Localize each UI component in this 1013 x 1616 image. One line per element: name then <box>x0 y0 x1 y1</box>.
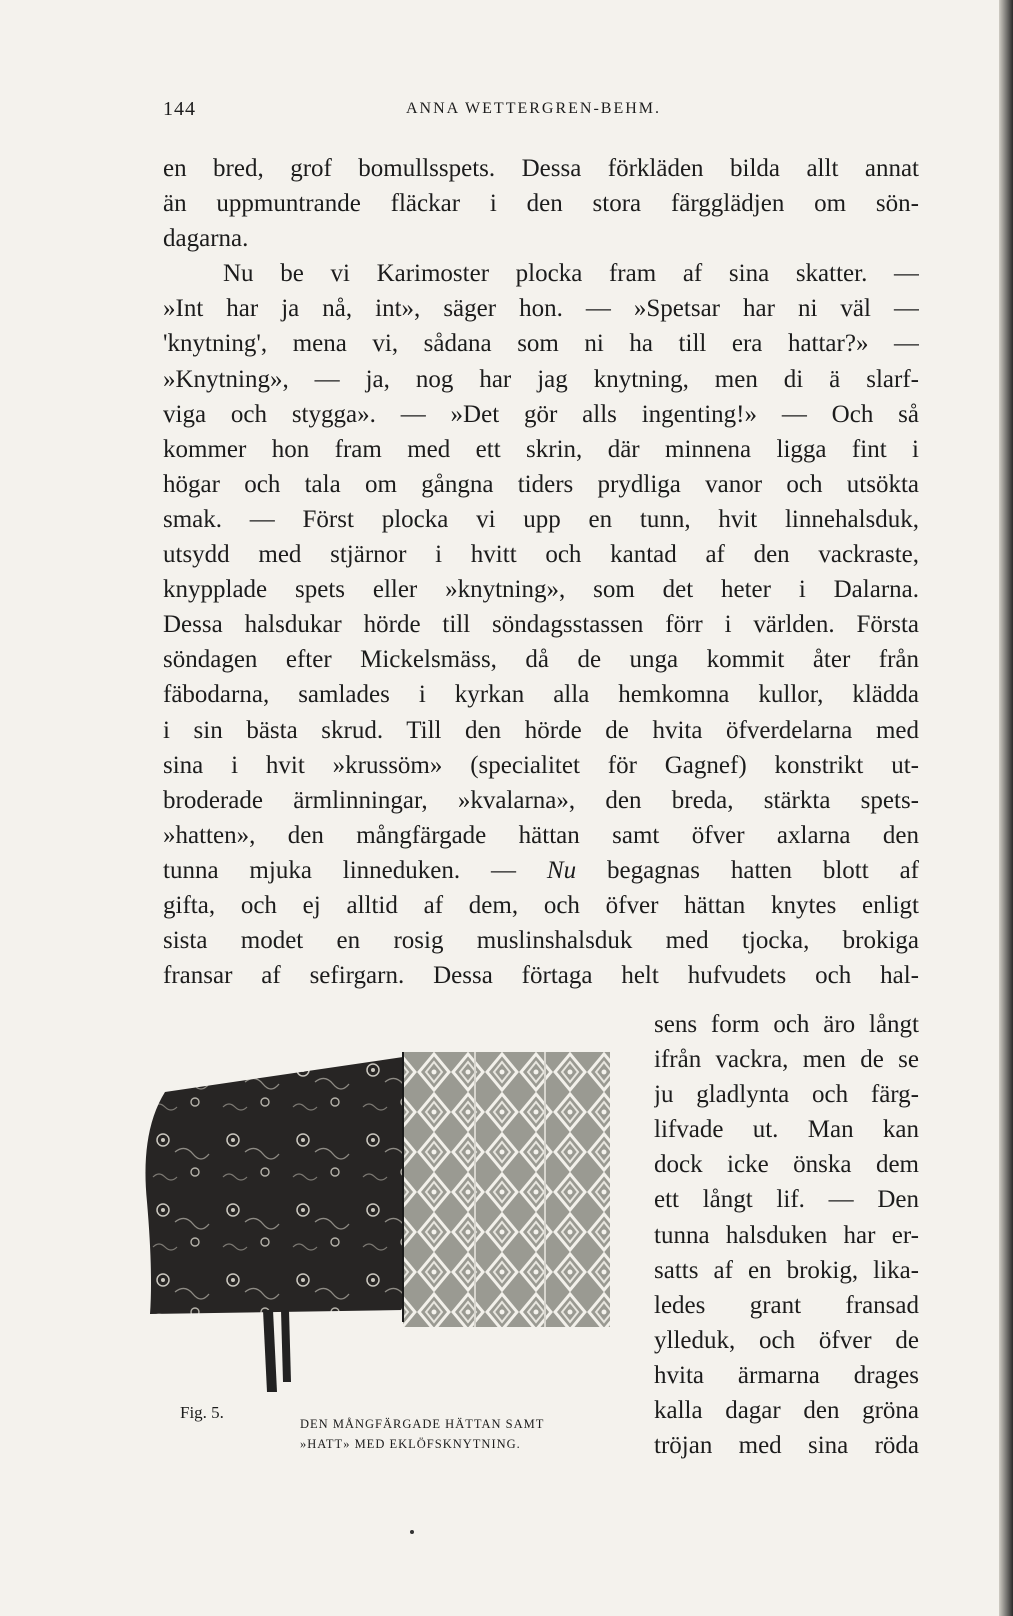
text-line: sista modet en rosig muslinshalsduk med tjocka, brokiga <box>163 927 919 955</box>
text-line: utsydd med stjärnor i hvitt och kantad af den vackraste, <box>163 541 919 569</box>
text-line-with-italic <box>163 853 919 888</box>
text-segment: tunna mjuka linneduken. — <box>163 856 517 884</box>
column-line: ifrån vackra, men de se <box>654 1046 919 1074</box>
column-line: ett långt lif. — Den <box>654 1186 919 1214</box>
column-line: satts af en brokig, lika- <box>654 1256 919 1284</box>
text-line: gifta, och ej alltid af dem, och öfver hättan knytes enligt <box>163 891 919 919</box>
print-speck <box>410 1530 414 1534</box>
text-line: »Int har ja nå, int», säger hon. — »Spetsar har ni väl — <box>163 295 919 323</box>
text-line: 'knytning', mena vi, sådana som ni ha till era hattar?» — <box>163 330 919 358</box>
text-line: fransar af sefirgarn. Dessa förtaga helt hufvudets och hal- <box>163 962 919 990</box>
column-line: tunna halsduken har er- <box>654 1221 919 1249</box>
caption-line: DEN MÅNGFÄRGADE HÄTTAN SAMT <box>300 1417 545 1431</box>
text-line: sina i hvit »krussöm» (specialitet för Gagnef) konstrikt ut- <box>163 751 919 779</box>
running-head: ANNA WETTERGREN-BEHM. <box>406 100 662 117</box>
column-line: ylleduk, och öfver de <box>654 1326 919 1354</box>
text-line: viga och stygga». — »Det gör alls ingenting!» — Och så <box>163 400 919 428</box>
italic-word: Nu <box>546 856 577 884</box>
column-line: dock icke önska dem <box>654 1151 919 1179</box>
page-number: 144 <box>163 98 196 120</box>
figure-caption <box>300 1414 620 1454</box>
column-line: ledes grant fransad <box>654 1291 919 1319</box>
text-line: broderade ärmlinningar, »kvalarna», den breda, stärkta spets- <box>163 786 919 814</box>
caption-line: »HATT» MED EKLÖFSKNYTNING. <box>300 1437 521 1451</box>
column-line: kalla dagar den gröna <box>654 1397 919 1425</box>
text-line: fäbodarna, samlades i kyrkan alla hemkomna kullor, klädda <box>163 681 919 709</box>
text-line: »Knytning», — ja, nog har jag knytning, men di ä slarf- <box>163 365 919 393</box>
text-line: söndagen efter Mickelsmäss, då de unga kommit åter från <box>163 646 919 674</box>
text-line: högar och tala om gångna tiders prydliga vanor och utsökta <box>163 470 919 498</box>
text-line: Dessa halsdukar hörde till söndagsstassen förr i världen. Första <box>163 611 919 639</box>
text-line: »hatten», den mångfärgade hättan samt öfver axlarna den <box>163 821 919 849</box>
text-line: Nu be vi Karimoster plocka fram af sina skatter. — <box>223 260 919 288</box>
column-line: tröjan med sina röda <box>654 1432 919 1460</box>
text-line: dagarna. <box>163 225 249 253</box>
column-line: sens form och äro långt <box>654 1011 919 1038</box>
page-header <box>163 98 923 128</box>
text-line: en bred, grof bomullsspets. Dessa förkläden bilda allt annat <box>163 155 919 182</box>
column-line: ju gladlynta och färg- <box>654 1081 919 1109</box>
text-line: i sin bästa skrud. Till den hörde de hvita öfverdelarna med <box>163 716 919 744</box>
column-text <box>654 1007 919 1463</box>
text-line: kommer hon fram med ett skrin, där minnena ligga fint i <box>163 435 919 463</box>
text-line: knypplade spets eller »knytning», som det heter i Dalarna. <box>163 576 919 604</box>
column-line: hvita ärmarna drages <box>654 1361 919 1389</box>
text-line: smak. — Först plocka vi upp en tunn, hvit linnehalsduk, <box>163 505 919 533</box>
body-text <box>163 151 919 993</box>
text-line: än uppmuntrande fläckar i den stora färgglädjen om sön- <box>163 190 919 218</box>
page-edge <box>999 0 1013 1616</box>
bonnet-illustration <box>145 1052 625 1392</box>
bonnet-drawing <box>145 1052 625 1392</box>
figure-label: Fig. 5. <box>180 1403 224 1422</box>
column-line: lifvade ut. Man kan <box>654 1116 919 1144</box>
text-segment: begagnas hatten blott af <box>606 856 919 884</box>
